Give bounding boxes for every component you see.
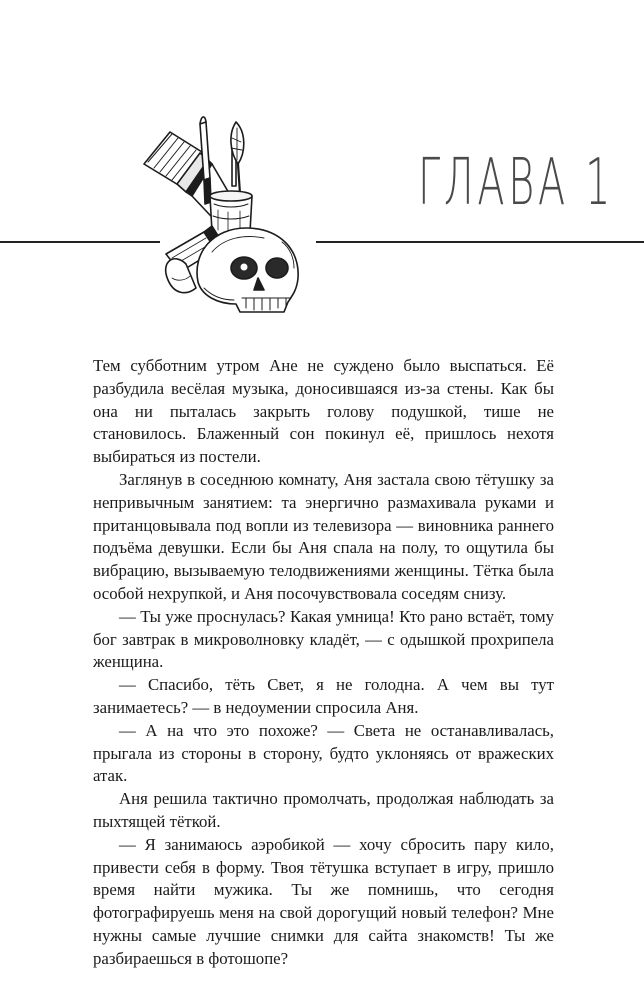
paragraph: — Я занимаюсь аэробикой — хочу сбросить пару кило, привести себя в форму. Твоя тётушка вступает в игру, пришло время найти мужика. Ты же помнишь, что сегодня фотографируешь меня на свой дорогущий новый телефон? Мне нужны самые лучшие снимки для сайта знакомств! Ты же разбираешься в фотошопе? [93,834,554,968]
paragraph: — Спасибо, тёть Свет, я не голодна. А чем вы тут занимаетесь? — в недоумении спросила Аня. [93,675,554,717]
skull-with-paintbrushes-illustration [132,112,322,314]
right-divider-line [316,241,644,243]
paragraph: — Ты уже проснулась? Какая умница! Кто рано встаёт, тому бог завтрак в микроволновку кладёт, — с одышкой прохрипела женщина. [93,606,554,672]
paragraph: Тем субботним утром Ане не суждено было выспаться. Её разбудила весёлая музыка, доносившаяся из-за стены. Как бы она ни пыталась закрыть голову подушкой, тише не становилось. Блаженный сон покинул её, пришлось нехотя выбираться из постели. [93,356,554,467]
chapter-body-text [93,355,554,971]
paragraph: — А на что это похоже? — Света не останавливалась, прыгала из стороны в сторону, будто уклоняясь от вражеских атак. [93,720,554,786]
chapter-header [0,0,644,330]
chapter-title: ГЛАВА 1 [418,146,615,220]
paragraph: Заглянув в соседнюю комнату, Аня застала свою тётушку за непривычным занятием: та энергично размахивала руками и пританцовывала под вопли из телевизора — виновника раннего подъёма девушки. Если бы Аня спала на полу, то ощутила бы вибрацию, вызываемую телодвижениями женщины. Тётка была особой нехрупкой, и Аня посочувствовала соседям снизу. [93,469,554,603]
paragraph: Аня решила тактично промолчать, продолжая наблюдать за пыхтящей тёткой. [93,789,554,831]
